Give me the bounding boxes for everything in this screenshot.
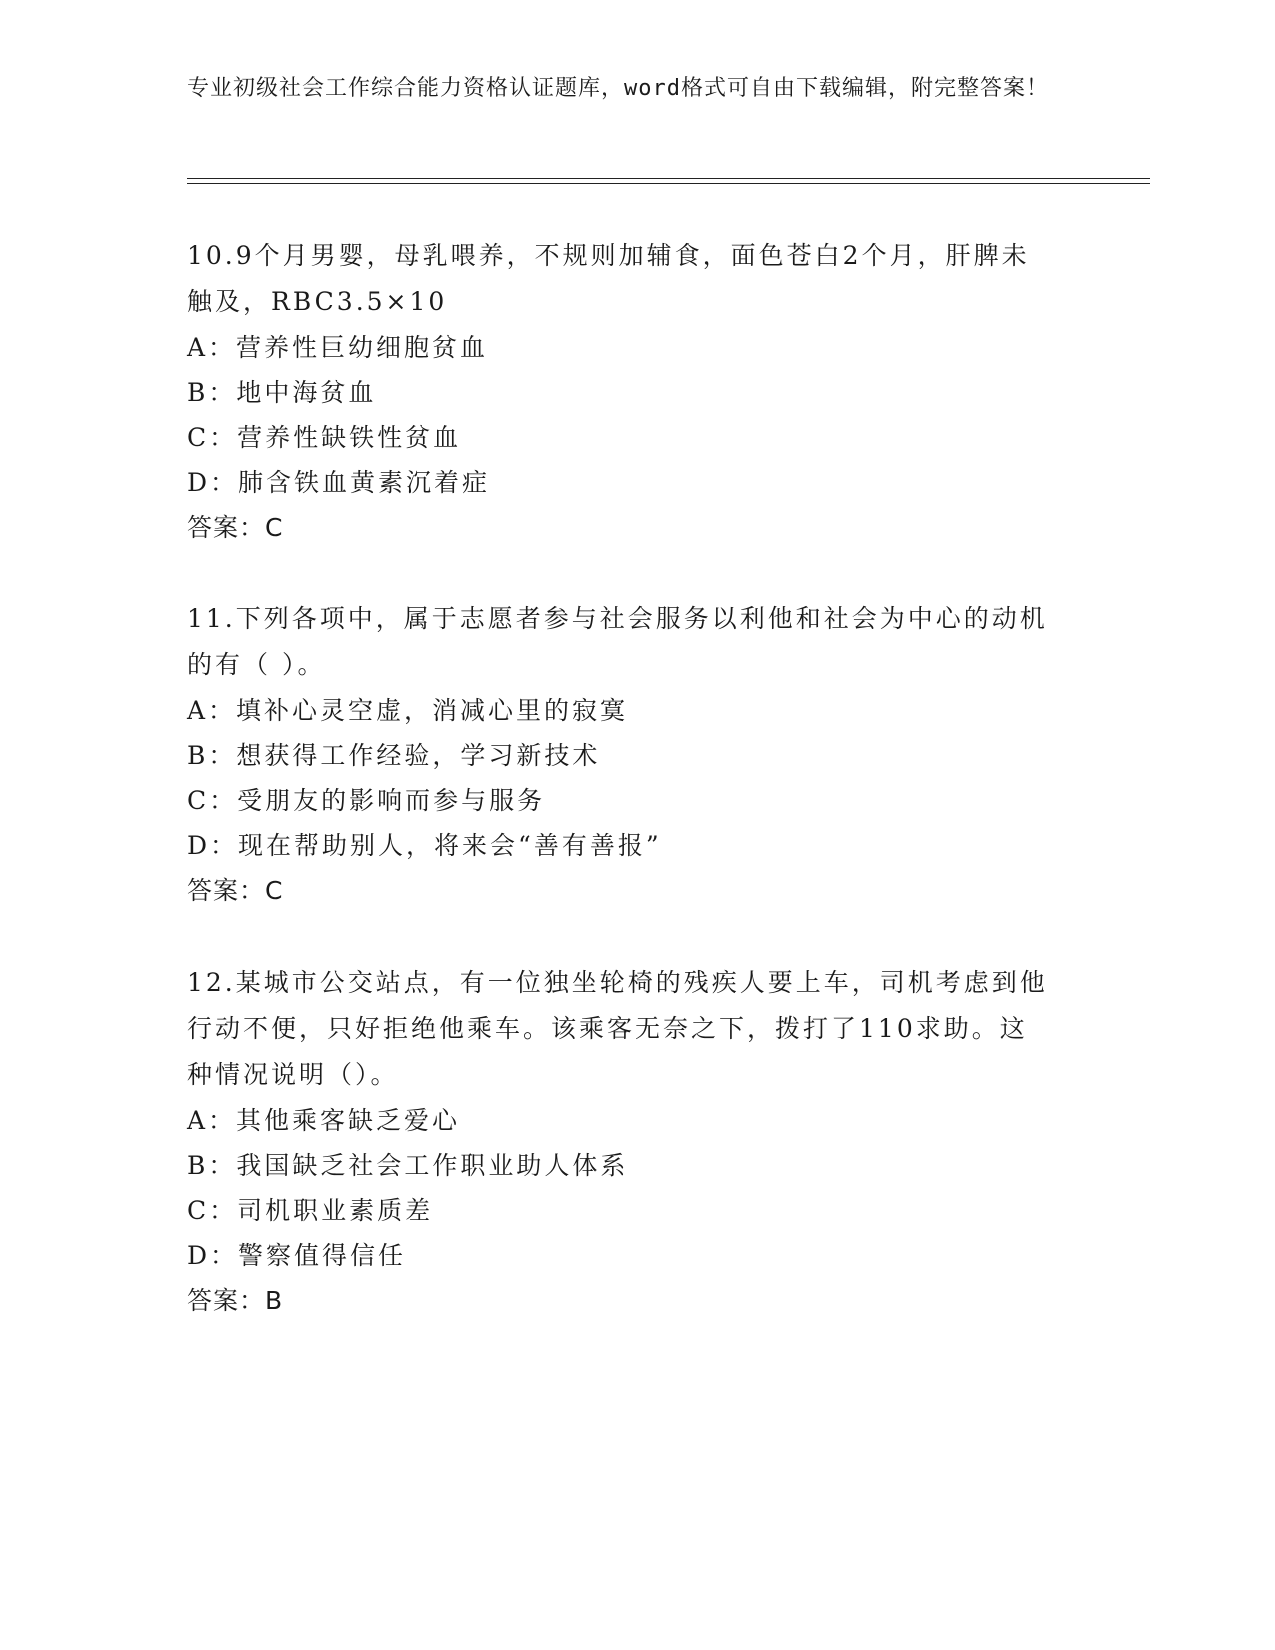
question-12 bbox=[187, 960, 1087, 1323]
option-a: A：其他乘客缺乏爱心 bbox=[187, 1106, 461, 1135]
question-stem-line: 10.9个月男婴，母乳喂养，不规则加辅食，面色苍白2个月，肝脾未 bbox=[187, 241, 1030, 270]
document-header: 专业初级社会工作综合能力资格认证题库，word格式可自由下载编辑，附完整答案！ bbox=[187, 76, 1049, 101]
header-divider-top bbox=[187, 178, 1150, 179]
option-c: C：司机职业素质差 bbox=[187, 1196, 434, 1225]
option-a: A：填补心灵空虚，消减心里的寂寞 bbox=[187, 696, 629, 725]
option-b: B：我国缺乏社会工作职业助人体系 bbox=[187, 1151, 629, 1180]
header-divider-bottom bbox=[187, 183, 1150, 184]
option-a: A：营养性巨幼细胞贫血 bbox=[187, 333, 489, 362]
option-d: D：肺含铁血黄素沉着症 bbox=[187, 468, 491, 497]
question-10 bbox=[187, 233, 1087, 550]
answer-line: 答案：B bbox=[187, 1286, 284, 1315]
answer-line: 答案：C bbox=[187, 513, 284, 542]
question-11 bbox=[187, 596, 1087, 913]
option-b: B：想获得工作经验，学习新技术 bbox=[187, 741, 601, 770]
answer-line: 答案：C bbox=[187, 876, 284, 905]
option-b: B：地中海贫血 bbox=[187, 378, 377, 407]
question-stem-line: 触及，RBC3.5×10 bbox=[187, 287, 448, 316]
question-stem-line: 12.某城市公交站点，有一位独坐轮椅的残疾人要上车，司机考虑到他 bbox=[187, 968, 1048, 997]
question-stem-line: 行动不便，只好拒绝他乘车。该乘客无奈之下，拨打了110求助。这 bbox=[187, 1014, 1028, 1043]
option-d: D：现在帮助别人，将来会“善有善报” bbox=[187, 831, 662, 860]
option-d: D：警察值得信任 bbox=[187, 1241, 407, 1270]
option-c: C：受朋友的影响而参与服务 bbox=[187, 786, 546, 815]
question-stem-line: 11.下列各项中，属于志愿者参与社会服务以利他和社会为中心的动机 bbox=[187, 604, 1048, 633]
question-stem-line: 种情况说明（）。 bbox=[187, 1060, 399, 1089]
question-stem-line: 的有（ ）。 bbox=[187, 650, 326, 679]
option-c: C：营养性缺铁性贫血 bbox=[187, 423, 462, 452]
